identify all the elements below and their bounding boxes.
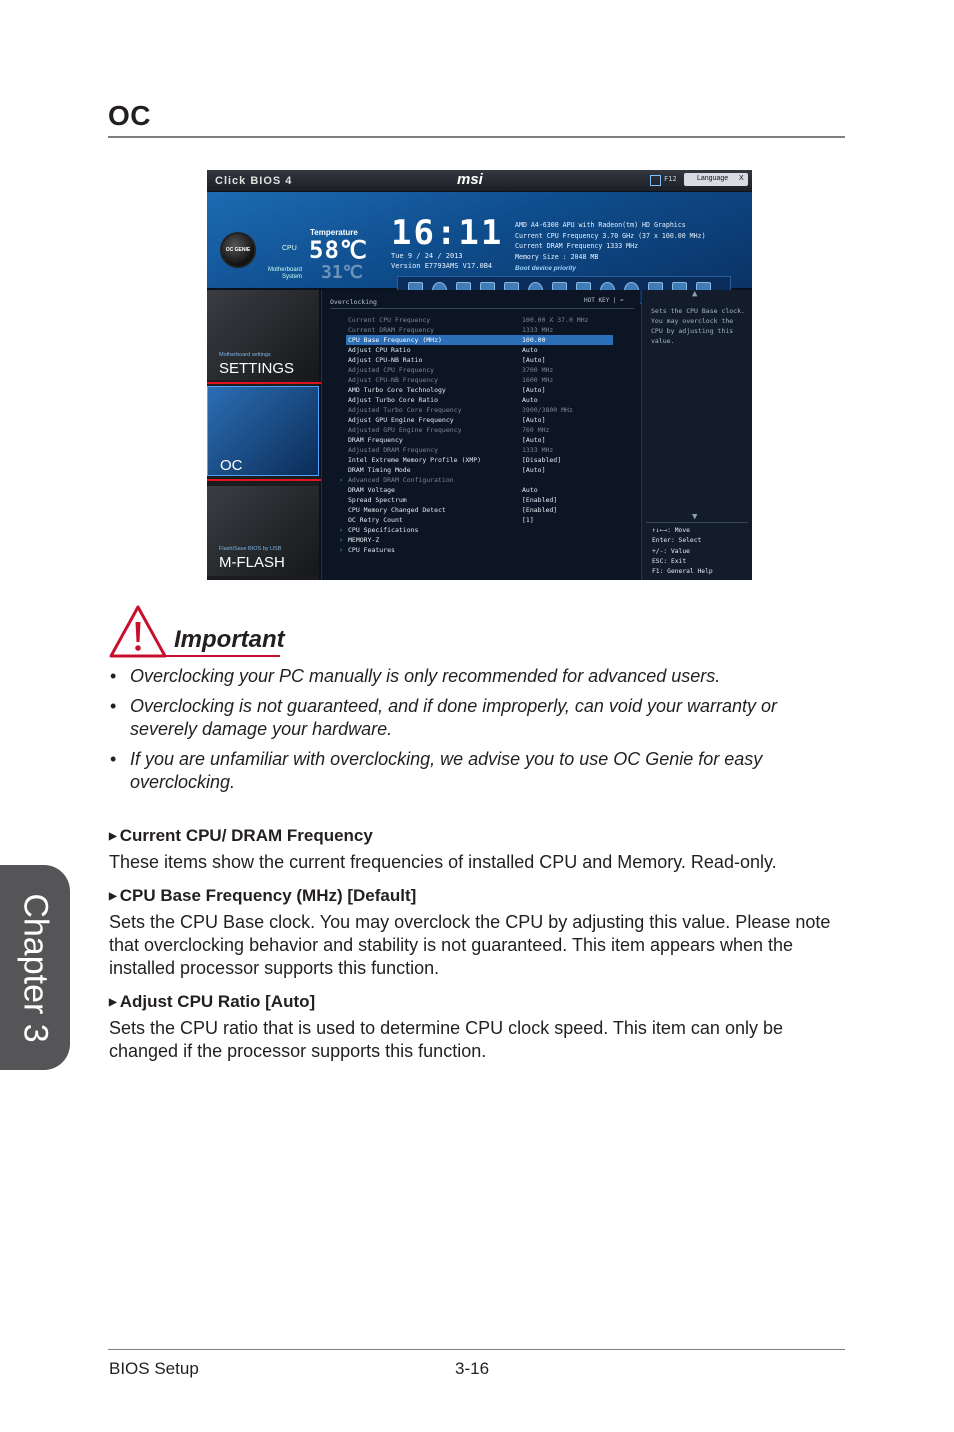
help-divider (646, 522, 748, 523)
warning-icon (108, 604, 168, 660)
msi-logo: msi (457, 171, 483, 188)
submenu-row[interactable] (322, 475, 640, 485)
nav-mflash-label: M-FLASH (219, 554, 285, 571)
submenu-arrow-icon: › (339, 546, 343, 554)
item-heading (109, 886, 416, 906)
setting-label: Adjusted GPU Engine Frequency (348, 426, 462, 434)
setting-value: 100.00 (522, 336, 546, 344)
item-heading-text: Current CPU/ DRAM Frequency (119, 826, 373, 845)
setting-label: AMD Turbo Core Technology (348, 386, 446, 394)
setting-row-selected[interactable] (322, 335, 640, 345)
setting-value: 760 MHz (522, 426, 550, 434)
setting-label: CPU Base Frequency (MHz) (348, 336, 442, 344)
setting-label: Adjusted Turbo Core Frequency (348, 406, 462, 414)
setting-row[interactable] (322, 415, 640, 425)
setting-value: [1] (522, 516, 534, 524)
item-heading (109, 826, 373, 846)
key-legend-item: ↑↓←→: Move (652, 527, 690, 534)
submenu-row[interactable] (322, 525, 640, 535)
highlight-box (207, 382, 327, 481)
bios-header (207, 192, 752, 288)
setting-row[interactable] (322, 435, 640, 445)
item-heading-text: CPU Base Frequency (MHz) [Default] (119, 886, 417, 905)
setting-row[interactable] (322, 455, 640, 465)
bullet-text: Overclocking is not guaranteed, and if done improperly, can void your warranty or severely damage your hardware. (130, 696, 777, 739)
setting-row[interactable] (322, 515, 640, 525)
bios-version: Version E7793AMS V17.0B4 (391, 262, 493, 270)
triangle-icon: ▶ (109, 997, 117, 1008)
language-label: Language (697, 175, 729, 182)
setting-row[interactable] (322, 485, 640, 495)
scroll-up-icon[interactable]: ▲ (692, 289, 698, 299)
submenu-row[interactable] (322, 545, 640, 555)
setting-row (322, 325, 640, 335)
section-divider (108, 136, 845, 138)
setting-row[interactable] (322, 385, 640, 395)
key-legend-item: +/-: Value (652, 547, 690, 555)
important-heading: Important (174, 626, 285, 653)
setting-value: [Auto] (522, 356, 546, 364)
nav-settings-label: SETTINGS (219, 360, 295, 377)
cpu-temperature: 58℃ (309, 236, 368, 264)
chapter-tab (0, 865, 70, 1070)
setting-value: 1600 MHz (522, 376, 554, 384)
bios-date: Tue 9 / 24 / 2013 (391, 252, 463, 260)
setting-value: [Auto] (522, 466, 546, 474)
setting-row (322, 445, 640, 455)
setting-label: Current CPU Frequency (348, 316, 431, 324)
nav-oc-label: OC (220, 457, 243, 474)
setting-value: [Auto] (522, 386, 546, 394)
item-description: Sets the CPU ratio that is used to determine CPU clock speed. This item can only be changed if the processor supports this function. (109, 1018, 783, 1061)
setting-label: MEMORY-Z (348, 536, 380, 544)
setting-value: [Auto] (522, 436, 546, 444)
chapter-label: Chapter 3 (16, 892, 55, 1043)
mb-temp-label: Motherboard System (267, 267, 302, 280)
sysinfo-line: Current CPU Frequency 3.70 GHz (37 x 100.00 MHz) (515, 231, 706, 240)
important-bullet: • Overclocking your PC manually is only recommended for advanced users. (110, 665, 840, 688)
setting-label: Adjust CPU-NB Ratio (348, 356, 423, 364)
scroll-down-icon[interactable]: ▼ (692, 512, 698, 522)
setting-value: Auto (522, 486, 538, 494)
sysinfo-line: AMD A4-6300 APU with Radeon(tm) HD Graphics (515, 221, 686, 229)
nav-settings-sub: Motherboard settings (219, 352, 271, 358)
setting-row[interactable] (322, 345, 640, 355)
oc-genie-knob[interactable]: OC GENIE (220, 232, 256, 268)
item-heading (109, 992, 315, 1012)
setting-value: Auto (522, 396, 538, 404)
help-panel (641, 290, 752, 580)
setting-label: Adjust CPU Ratio (348, 346, 411, 354)
nav-settings[interactable] (207, 290, 319, 380)
item-description: Sets the CPU Base clock. You may overclock the CPU by adjusting this value. Please note that overclocking behavior and stability is not guaranteed. This item appears when the installed processor supports this function. (109, 912, 831, 978)
setting-label: Adjust Turbo Core Ratio (348, 396, 439, 404)
panel-divider (330, 308, 634, 309)
setting-label: Intel Extreme Memory Profile (XMP) (348, 456, 482, 464)
setting-label: DRAM Frequency (348, 436, 403, 444)
bullet-text: Overclocking your PC manually is only recommended for advanced users. (130, 666, 721, 686)
boot-priority-label: Boot device priority (515, 265, 577, 272)
key-legend-item: Enter: Select (652, 537, 702, 545)
setting-value: Auto (522, 346, 538, 354)
setting-value: [Auto] (522, 416, 546, 424)
important-underline (140, 655, 280, 657)
nav-mflash-sub: Flash/Save BIOS by USB (219, 546, 282, 552)
setting-label: Adjusted CPU Frequency (348, 366, 435, 374)
item-heading-text: Adjust CPU Ratio [Auto] (119, 992, 316, 1011)
bios-brand: Click BIOS 4 (215, 175, 293, 187)
setting-row[interactable] (322, 355, 640, 365)
bios-screenshot (207, 170, 752, 580)
setting-row[interactable] (322, 465, 640, 475)
temperature-label: Temperature (310, 228, 358, 237)
setting-label: Adjust CPU-NB Frequency (348, 376, 439, 384)
footer-divider (108, 1349, 845, 1350)
language-button[interactable] (684, 173, 748, 186)
bullet-text: If you are unfamiliar with overclocking, we advise you to use OC Genie for easy overclocking. (130, 749, 763, 792)
nav-mflash[interactable] (207, 486, 319, 576)
setting-label: Spread Spectrum (348, 496, 407, 504)
submenu-arrow-icon: › (339, 526, 343, 534)
setting-label: Current DRAM Frequency (348, 326, 435, 334)
setting-row (322, 315, 640, 325)
f12-label: F12 (664, 175, 677, 183)
setting-value: 3700 MHz (522, 366, 554, 374)
bios-clock: 16:11 (391, 213, 504, 253)
page-number: 3-16 (455, 1359, 490, 1378)
footer-title: BIOS Setup (109, 1359, 199, 1378)
setting-row[interactable] (322, 495, 640, 505)
setting-value: [Enabled] (522, 496, 558, 504)
close-icon[interactable]: X (739, 175, 744, 182)
setting-label: DRAM Timing Mode (348, 466, 411, 474)
setting-label: Advanced DRAM Configuration (348, 476, 454, 484)
key-legend-item: F1: General Help (652, 568, 713, 576)
setting-row[interactable] (322, 505, 640, 515)
cpu-temp-label: CPU (282, 245, 297, 252)
setting-value: 1333 MHz (522, 326, 554, 334)
sysinfo-line: Memory Size : 2048 MB (515, 252, 599, 261)
setting-value: [Enabled] (522, 506, 558, 514)
setting-label: CPU Specifications (348, 526, 419, 534)
important-bullet: • If you are unfamiliar with overclocking, we advise you to use OC Genie for easy overclocking. (110, 748, 840, 794)
triangle-icon: ▶ (109, 891, 117, 902)
submenu-arrow-icon: › (339, 536, 343, 544)
setting-label: DRAM Voltage (348, 486, 395, 494)
setting-row (322, 365, 640, 375)
setting-value: [Disabled] (522, 456, 562, 464)
setting-row[interactable] (322, 395, 640, 405)
system-info (515, 220, 706, 262)
mb-temperature: 31℃ (321, 262, 363, 283)
sysinfo-line: Current DRAM Frequency 1333 MHz (515, 242, 639, 250)
setting-label: Adjusted DRAM Frequency (348, 446, 439, 454)
key-legend-item: ESC: Exit (652, 557, 687, 565)
triangle-icon: ▶ (109, 831, 117, 842)
setting-row (322, 425, 640, 435)
setting-label: CPU Memory Changed Detect (348, 506, 446, 514)
setting-row (322, 405, 640, 415)
setting-value: 100.00 X 37.0 MHz (522, 316, 589, 324)
key-legend (652, 526, 713, 577)
setting-value: 3900/3800 MHz (522, 406, 573, 414)
help-text: Sets the CPU Base clock. You may overclock the CPU by adjusting this value. (651, 307, 745, 345)
hotkey-label[interactable]: HOT KEY | ↶ (584, 297, 624, 304)
setting-row (322, 375, 640, 385)
overclocking-panel (321, 290, 640, 580)
setting-label: OC Retry Count (348, 516, 403, 524)
setting-label: Adjust GPU Engine Frequency (348, 416, 454, 424)
panel-title: Overclocking (330, 298, 377, 306)
section-title: OC (108, 100, 151, 131)
item-description: These items show the current frequencies of installed CPU and Memory. Read-only. (109, 852, 777, 872)
submenu-arrow-icon: › (339, 476, 343, 484)
setting-value: 1333 MHz (522, 446, 554, 454)
setting-label: CPU Features (348, 546, 395, 554)
important-bullet: • Overclocking is not guaranteed, and if done improperly, can void your warranty or severely damage your hardware. (110, 695, 840, 741)
screenshot-icon[interactable] (650, 175, 661, 186)
submenu-row[interactable] (322, 535, 640, 545)
